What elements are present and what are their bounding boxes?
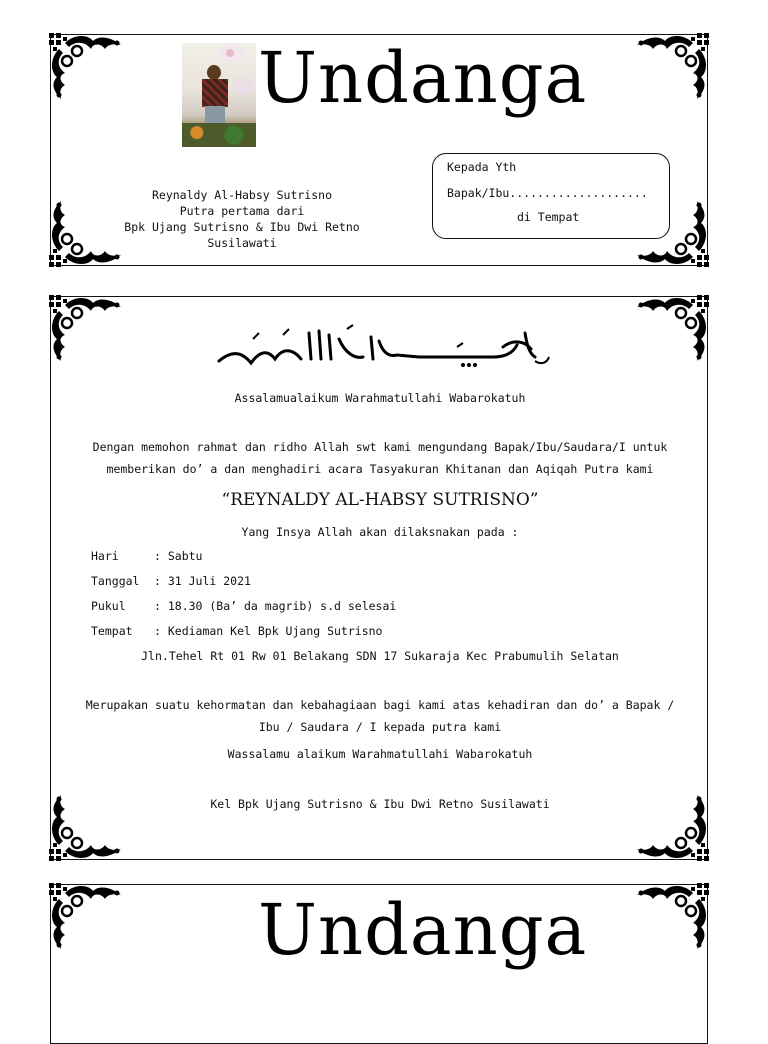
- child-photo: [182, 43, 256, 147]
- cover-card: [50, 34, 708, 266]
- corner-ornament-icon: [47, 881, 127, 951]
- corner-ornament-icon: [631, 881, 711, 951]
- child-description: Putra pertama dari: [179, 204, 305, 218]
- cover-title: Undanga: [258, 889, 588, 971]
- detail-row-day: [91, 549, 202, 563]
- corner-ornament-icon: [631, 293, 711, 363]
- closing-line: Ibu / Saudara / I kepada putra kami: [258, 720, 502, 734]
- corner-ornament-icon: [47, 31, 127, 101]
- farewell: Wassalamu alaikum Warahmatullahi Wabarokatuh: [227, 747, 533, 761]
- detail-label: Tanggal: [91, 574, 140, 588]
- detail-label: Pukul: [91, 599, 126, 613]
- child-name: Reynaldy Al-Habsy Sutrisno: [151, 188, 332, 202]
- closing-line: Merupakan suatu kehormatan dan kebahagiaan bagi kami atas kehadiran dan do’ a Bapak /: [85, 698, 675, 712]
- corner-ornament-icon: [47, 293, 127, 363]
- detail-label: Tempat: [91, 624, 133, 638]
- invitation-card: [50, 296, 708, 860]
- greeting: Assalamualaikum Warahmatullahi Wabarokatuh: [234, 391, 526, 405]
- address-recipient: Bapak/Ibu....................: [447, 186, 648, 200]
- detail-value: : Sabtu: [154, 549, 203, 563]
- detail-value: : Kediaman Kel Bpk Ujang Sutrisno: [154, 624, 383, 638]
- detail-row-date: [91, 574, 251, 588]
- cover-info: [87, 187, 397, 251]
- signature: Kel Bpk Ujang Sutrisno & Ibu Dwi Retno Susilawati: [210, 797, 550, 811]
- cover-title: Undanga: [258, 37, 588, 119]
- address-to: Kepada Yth: [447, 160, 517, 174]
- detail-value: : 31 Juli 2021: [154, 574, 251, 588]
- detail-row-place: [91, 624, 382, 638]
- basmala-calligraphy-icon: [213, 319, 553, 375]
- address-box: [432, 153, 670, 239]
- parents-names: Bpk Ujang Sutrisno & Ibu Dwi Retno Susilawati: [124, 220, 360, 250]
- detail-row-time: [91, 599, 396, 613]
- intro-line: Dengan memohon rahmat dan ridho Allah swt kami mengundang Bapak/Ibu/Saudara/I untuk: [92, 440, 668, 454]
- intro-paragraph: [71, 436, 689, 480]
- address-place: di Tempat: [517, 210, 580, 224]
- closing-paragraph: [71, 694, 689, 738]
- detail-label: Hari: [91, 549, 119, 563]
- child-name-quote: “REYNALDY AL-HABSY SUTRISNO”: [221, 490, 539, 510]
- intro-line: memberikan do’ a dan menghadiri acara Tasyakuran Khitanan dan Aqiqah Putra kami: [106, 462, 654, 476]
- cover-card-repeat: [50, 884, 708, 1044]
- corner-ornament-icon: [631, 31, 711, 101]
- held-on-text: Yang Insya Allah akan dilaksnakan pada :: [241, 525, 519, 539]
- detail-value: : 18.30 (Ba’ da magrib) s.d selesai: [154, 599, 397, 613]
- event-address: Jln.Tehel Rt 01 Rw 01 Belakang SDN 17 Sukaraja Kec Prabumulih Selatan: [141, 649, 619, 663]
